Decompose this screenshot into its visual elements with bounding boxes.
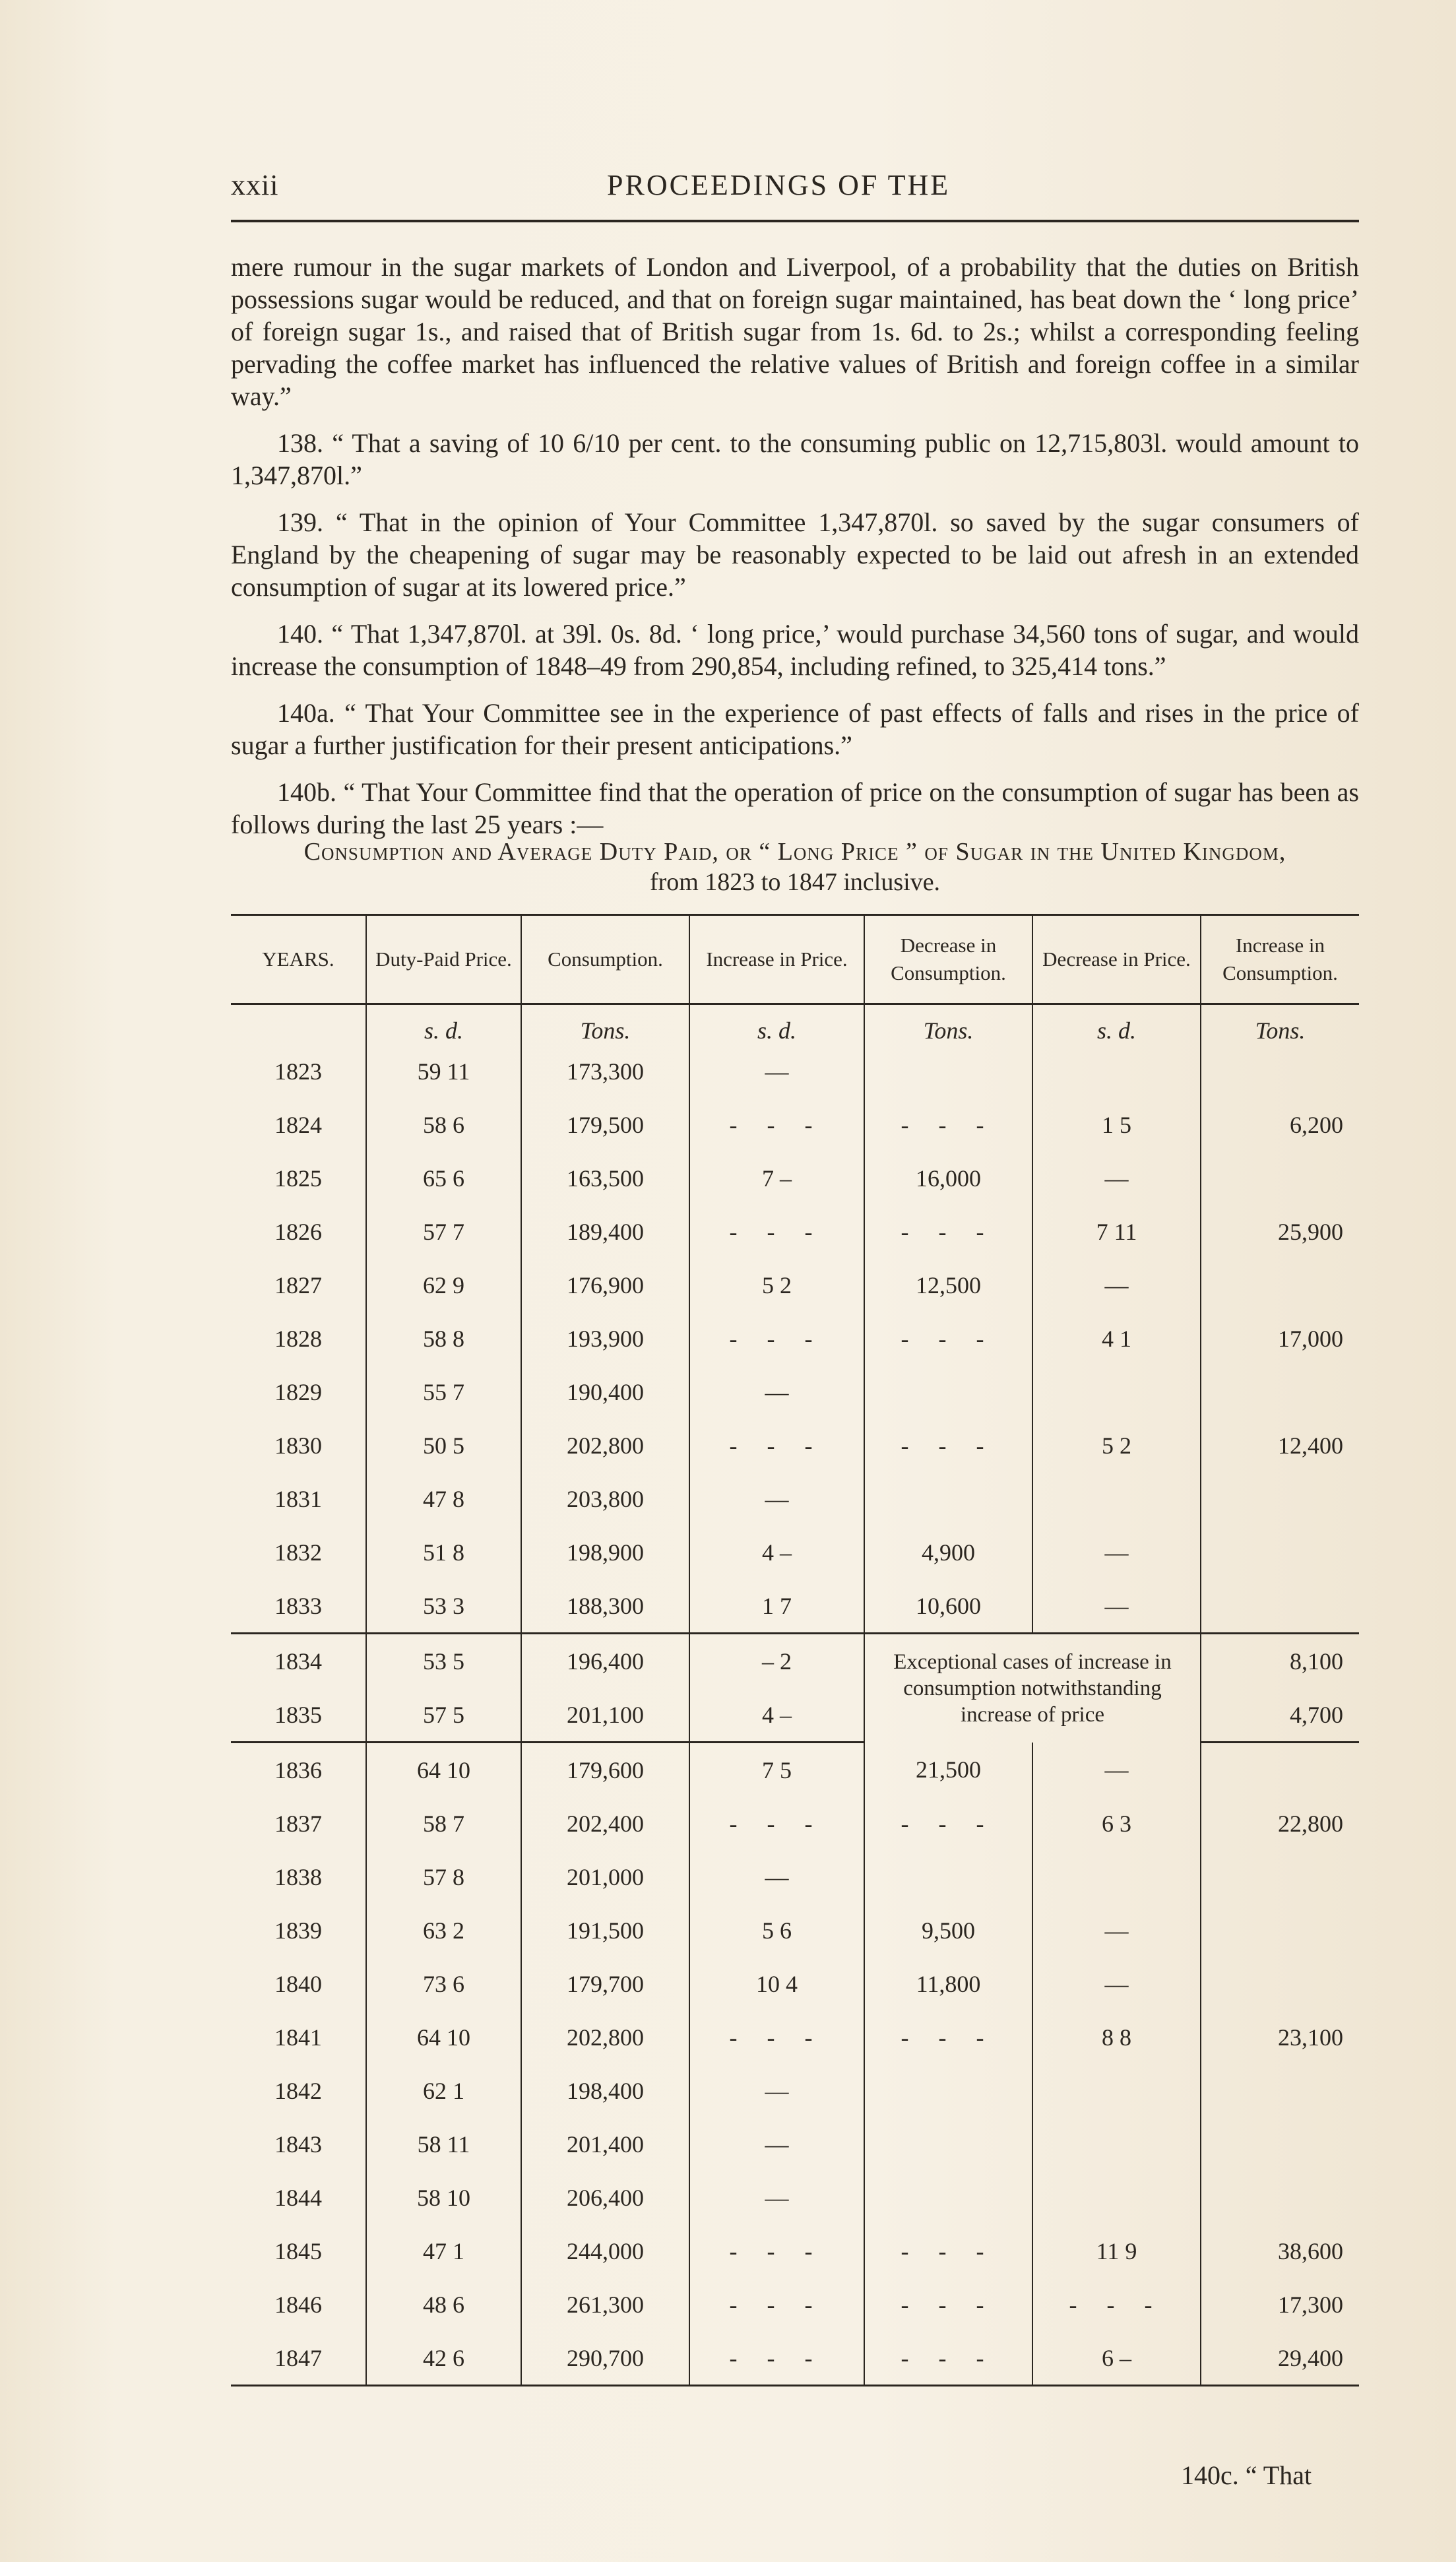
decrease-consumption-cell: 21,500	[864, 1743, 1032, 1797]
consumption-cell: 202,400	[521, 1797, 689, 1850]
decrease-price-cell: —	[1032, 1258, 1201, 1312]
decrease-price-cell	[1032, 1850, 1201, 1904]
year-cell: 1825	[274, 1165, 322, 1192]
table-row	[231, 2064, 1359, 2117]
decrease-price-cell: 6 3	[1032, 1797, 1201, 1850]
increase-price-cell: - - -	[689, 2224, 864, 2278]
decrease-price-cell: - - -	[1032, 2278, 1201, 2331]
table-row	[231, 1579, 1359, 1634]
year-cell: 1826	[274, 1218, 322, 1245]
duty-price-cell: 55 7	[366, 1365, 521, 1419]
decrease-price-cell: —	[1032, 1957, 1201, 2010]
increase-consumption-cell: 25,900	[1201, 1205, 1359, 1258]
consumption-cell: 198,400	[521, 2064, 689, 2117]
consumption-cell: 173,300	[521, 1044, 689, 1098]
increase-price-cell: —	[689, 1044, 864, 1098]
consumption-cell: 191,500	[521, 1904, 689, 1957]
decrease-consumption-cell: - - -	[864, 2278, 1032, 2331]
consumption-cell: 179,700	[521, 1957, 689, 2010]
duty-price-cell: 57 5	[366, 1688, 521, 1743]
table-row	[231, 1151, 1359, 1205]
duty-price-cell: 64 10	[366, 1743, 521, 1797]
table-row	[231, 1205, 1359, 1258]
catchword: 140c. “ That	[1181, 2460, 1312, 2490]
year-cell: 1823	[274, 1058, 322, 1085]
folio-number: xxii	[231, 169, 279, 201]
unit-cell: Tons.	[864, 1004, 1032, 1045]
table-row	[231, 1957, 1359, 2010]
year-cell: 1839	[274, 1917, 322, 1944]
duty-price-cell: 51 8	[366, 1525, 521, 1579]
consumption-cell: 189,400	[521, 1205, 689, 1258]
table-row	[231, 1850, 1359, 1904]
consumption-cell: 198,900	[521, 1525, 689, 1579]
duty-price-cell: 62 9	[366, 1258, 521, 1312]
increase-price-cell: —	[689, 2117, 864, 2171]
decrease-consumption-cell	[864, 2117, 1032, 2171]
decrease-price-cell: 7 11	[1032, 1205, 1201, 1258]
consumption-cell: 202,800	[521, 1419, 689, 1472]
increase-consumption-cell: 22,800	[1201, 1797, 1359, 1850]
year-cell: 1833	[231, 1579, 366, 1634]
header-consumption: Consumption.	[521, 915, 689, 1004]
year-cell: 1830	[274, 1432, 322, 1459]
table-row	[231, 2331, 1359, 2386]
decrease-price-cell: —	[1032, 1743, 1201, 1797]
table-row	[231, 2010, 1359, 2064]
increase-price-cell: - - -	[689, 2278, 864, 2331]
header-duty-paid-price: Duty-Paid Price.	[366, 915, 521, 1004]
consumption-cell: 261,300	[521, 2278, 689, 2331]
increase-consumption-cell	[1201, 2171, 1359, 2224]
decrease-consumption-cell: 9,500	[864, 1904, 1032, 1957]
decrease-consumption-cell: - - -	[864, 1205, 1032, 1258]
decrease-price-cell: —	[1032, 1579, 1201, 1634]
consumption-cell: 201,400	[521, 2117, 689, 2171]
duty-price-cell: 63 2	[366, 1904, 521, 1957]
year-cell: 1831	[274, 1485, 322, 1512]
sugar-table	[231, 914, 1359, 2386]
increase-consumption-cell	[1201, 1365, 1359, 1419]
decrease-price-cell: 1 5	[1032, 1098, 1201, 1151]
table-caption-line-2: from 1823 to 1847 inclusive.	[649, 868, 941, 896]
year-cell: 1829	[274, 1378, 322, 1405]
decrease-consumption-cell: - - -	[864, 1797, 1032, 1850]
decrease-price-cell: 4 1	[1032, 1312, 1201, 1365]
duty-price-cell: 57 8	[366, 1850, 521, 1904]
duty-price-cell: 58 11	[366, 2117, 521, 2171]
consumption-cell: 179,600	[521, 1743, 689, 1797]
unit-cell: s. d.	[689, 1004, 864, 1045]
year-cell: 1838	[274, 1863, 322, 1890]
increase-consumption-cell: 12,400	[1201, 1419, 1359, 1472]
increase-consumption-cell	[1201, 2064, 1359, 2117]
table-row	[231, 1472, 1359, 1525]
running-head: PROCEEDINGS OF THE	[607, 169, 951, 201]
decrease-consumption-cell: - - -	[864, 1098, 1032, 1151]
duty-price-cell: 53 3	[366, 1579, 521, 1634]
increase-price-cell: - - -	[689, 1312, 864, 1365]
table-row	[231, 2278, 1359, 2331]
decrease-consumption-cell: - - -	[864, 2331, 1032, 2386]
increase-price-cell: —	[689, 2064, 864, 2117]
units-row	[231, 1004, 1359, 1045]
decrease-price-cell: 6 –	[1032, 2331, 1201, 2386]
table-row	[231, 1098, 1359, 1151]
decrease-consumption-cell: 10,600	[864, 1579, 1032, 1634]
decrease-consumption-cell: - - -	[864, 2224, 1032, 2278]
paragraph-140b: 140b. “ That Your Committee find that the operation of price on the consumption of sugar has been as follows during the last 25 years :—	[231, 777, 1359, 839]
consumption-cell: 190,400	[521, 1365, 689, 1419]
duty-price-cell: 64 10	[366, 2010, 521, 2064]
increase-consumption-cell: 4,700	[1201, 1688, 1359, 1743]
year-cell: 1842	[274, 2077, 322, 2104]
header-decrease-in-price: Decrease in Price.	[1032, 915, 1201, 1004]
increase-consumption-cell: 17,000	[1201, 1312, 1359, 1365]
increase-price-cell: - - -	[689, 1797, 864, 1850]
table-row	[231, 2224, 1359, 2278]
table-row	[231, 1312, 1359, 1365]
consumption-cell: 244,000	[521, 2224, 689, 2278]
paragraph-139: 139. “ That in the opinion of Your Committee 1,347,870l. so saved by the sugar consumers of England by the cheapening of sugar may be reasonably expected to be laid out afresh in an extended consumption of sugar at its lowered price.”	[231, 507, 1359, 602]
unit-cell: s. d.	[366, 1004, 521, 1045]
increase-consumption-cell	[1201, 1850, 1359, 1904]
year-cell: 1836	[274, 1756, 322, 1783]
year-cell: 1828	[274, 1325, 322, 1352]
table-row	[231, 1419, 1359, 1472]
duty-price-cell: 58 7	[366, 1797, 521, 1850]
year-cell: 1834	[274, 1648, 322, 1675]
decrease-consumption-cell	[864, 2171, 1032, 2224]
consumption-cell: 203,800	[521, 1472, 689, 1525]
decrease-consumption-cell	[864, 1044, 1032, 1098]
paragraph-138: 138. “ That a saving of 10 6/10 per cent. to the consuming public on 12,715,803l. would amount to 1,347,870l.”	[231, 428, 1359, 490]
header-decrease-in-consumption: Decrease in Consumption.	[864, 915, 1032, 1004]
table-row	[231, 1797, 1359, 1850]
header-increase-in-consumption: Increase in Consumption.	[1201, 915, 1359, 1004]
decrease-consumption-cell: 4,900	[864, 1525, 1032, 1579]
increase-consumption-cell	[1201, 1258, 1359, 1312]
year-cell: 1835	[231, 1688, 366, 1743]
duty-price-cell: 58 10	[366, 2171, 521, 2224]
duty-price-cell: 42 6	[366, 2331, 521, 2386]
decrease-price-cell: —	[1032, 1904, 1201, 1957]
paragraph-140: 140. “ That 1,347,870l. at 39l. 0s. 8d. ‘ long price,’ would purchase 34,560 tons of sugar, and would increase the consumption of 1848–49 from 290,854, including refined, to 325,414 tons.”	[231, 619, 1359, 681]
decrease-consumption-cell: 11,800	[864, 1957, 1032, 2010]
increase-consumption-cell	[1201, 1472, 1359, 1525]
consumption-cell: 201,000	[521, 1850, 689, 1904]
decrease-consumption-cell	[864, 2064, 1032, 2117]
consumption-cell: 202,800	[521, 2010, 689, 2064]
decrease-price-cell	[1032, 1472, 1201, 1525]
duty-price-cell: 73 6	[366, 1957, 521, 2010]
table-row	[231, 1743, 1359, 1797]
decrease-price-cell	[1032, 2171, 1201, 2224]
year-cell: 1841	[274, 2024, 322, 2051]
page-header	[231, 168, 1359, 208]
increase-price-cell: 4 –	[689, 1525, 864, 1579]
increase-price-cell: 10 4	[689, 1957, 864, 2010]
decrease-consumption-cell: - - -	[864, 1312, 1032, 1365]
table-row	[231, 1904, 1359, 1957]
table-row	[231, 1044, 1359, 1098]
unit-cell	[231, 1004, 366, 1045]
table-row	[231, 1365, 1359, 1419]
decrease-consumption-cell: - - -	[864, 2010, 1032, 2064]
increase-price-cell: – 2	[689, 1634, 864, 1688]
consumption-cell: 188,300	[521, 1579, 689, 1634]
table-row	[231, 2171, 1359, 2224]
exceptional-cases-note: Exceptional cases of increase in consumption notwithstanding increase of price	[864, 1634, 1201, 1743]
table-caption-line-1: Consumption and Average Duty Paid, or “ Long Price ” of Sugar in the United Kingdom,	[303, 838, 1286, 866]
increase-price-cell: - - -	[689, 1098, 864, 1151]
decrease-consumption-cell: 12,500	[864, 1258, 1032, 1312]
decrease-price-cell: 5 2	[1032, 1419, 1201, 1472]
table-row	[231, 1525, 1359, 1579]
consumption-cell: 176,900	[521, 1258, 689, 1312]
decrease-consumption-cell	[864, 1850, 1032, 1904]
increase-price-cell: 1 7	[689, 1579, 864, 1634]
year-cell: 1827	[274, 1271, 322, 1298]
year-cell: 1843	[274, 2130, 322, 2158]
decrease-price-cell	[1032, 2117, 1201, 2171]
table-row	[231, 1634, 1359, 1688]
consumption-cell: 201,100	[521, 1688, 689, 1743]
body-text	[231, 251, 1359, 855]
increase-price-cell: —	[689, 1365, 864, 1419]
increase-consumption-cell	[1201, 1743, 1359, 1797]
duty-price-cell: 58 6	[366, 1098, 521, 1151]
year-cell: 1840	[274, 1970, 322, 1997]
increase-consumption-cell: 23,100	[1201, 2010, 1359, 2064]
year-cell: 1847	[231, 2331, 366, 2386]
increase-price-cell: 7 5	[689, 1743, 864, 1797]
increase-consumption-cell	[1201, 1151, 1359, 1205]
increase-consumption-cell: 8,100	[1201, 1634, 1359, 1688]
increase-consumption-cell: 17,300	[1201, 2278, 1359, 2331]
consumption-cell: 179,500	[521, 1098, 689, 1151]
unit-cell: Tons.	[1201, 1004, 1359, 1045]
duty-price-cell: 59 11	[366, 1044, 521, 1098]
header-rule	[231, 220, 1359, 222]
decrease-price-cell	[1032, 1044, 1201, 1098]
duty-price-cell: 50 5	[366, 1419, 521, 1472]
table-row	[231, 1258, 1359, 1312]
consumption-cell: 206,400	[521, 2171, 689, 2224]
decrease-price-cell: —	[1032, 1525, 1201, 1579]
year-cell: 1837	[274, 1810, 322, 1837]
header-increase-in-price: Increase in Price.	[689, 915, 864, 1004]
increase-price-cell: 7 –	[689, 1151, 864, 1205]
decrease-price-cell	[1032, 2064, 1201, 2117]
increase-price-cell: - - -	[689, 2331, 864, 2386]
increase-consumption-cell	[1201, 1525, 1359, 1579]
year-cell: 1846	[274, 2291, 322, 2318]
duty-price-cell: 47 1	[366, 2224, 521, 2278]
increase-price-cell: - - -	[689, 2010, 864, 2064]
decrease-price-cell: —	[1032, 1151, 1201, 1205]
table-row	[231, 2117, 1359, 2171]
decrease-price-cell: 11 9	[1032, 2224, 1201, 2278]
year-cell: 1845	[274, 2237, 322, 2264]
year-cell: 1824	[274, 1111, 322, 1138]
year-cell: 1832	[274, 1539, 322, 1566]
decrease-price-cell: 8 8	[1032, 2010, 1201, 2064]
increase-price-cell: —	[689, 2171, 864, 2224]
consumption-cell: 196,400	[521, 1634, 689, 1688]
table-body	[231, 1004, 1359, 2386]
duty-price-cell: 58 8	[366, 1312, 521, 1365]
decrease-consumption-cell	[864, 1472, 1032, 1525]
unit-cell: s. d.	[1032, 1004, 1201, 1045]
header-row	[231, 915, 1359, 1004]
increase-consumption-cell: 29,400	[1201, 2331, 1359, 2386]
duty-price-cell: 62 1	[366, 2064, 521, 2117]
increase-price-cell: - - -	[689, 1419, 864, 1472]
unit-cell: Tons.	[521, 1004, 689, 1045]
paragraph-continuation: mere rumour in the sugar markets of London and Liverpool, of a probability that the duties on British possessions sugar would be reduced, and that on foreign sugar maintained, has beat down the ‘ long price’ of foreign sugar 1s., and raised that of British sugar from 1s. 6d. to 2s.; whilst a corresponding feeling pervading the coffee market has influenced the relative values of British and foreign coffee in a similar way.”	[231, 252, 1359, 411]
increase-price-cell: —	[689, 1850, 864, 1904]
increase-price-cell: 5 6	[689, 1904, 864, 1957]
increase-consumption-cell: 38,600	[1201, 2224, 1359, 2278]
table-caption	[231, 837, 1359, 897]
decrease-consumption-cell: 16,000	[864, 1151, 1032, 1205]
increase-consumption-cell	[1201, 1579, 1359, 1634]
consumption-cell: 193,900	[521, 1312, 689, 1365]
duty-price-cell: 65 6	[366, 1151, 521, 1205]
increase-consumption-cell	[1201, 2117, 1359, 2171]
increase-price-cell: —	[689, 1472, 864, 1525]
consumption-cell: 163,500	[521, 1151, 689, 1205]
decrease-consumption-cell	[864, 1365, 1032, 1419]
increase-price-cell: - - -	[689, 1205, 864, 1258]
increase-price-cell: 5 2	[689, 1258, 864, 1312]
consumption-cell: 290,700	[521, 2331, 689, 2386]
increase-price-cell: 4 –	[689, 1688, 864, 1743]
decrease-consumption-cell: - - -	[864, 1419, 1032, 1472]
header-years: YEARS.	[231, 915, 366, 1004]
increase-consumption-cell	[1201, 1904, 1359, 1957]
table-head	[231, 915, 1359, 1004]
increase-consumption-cell: 6,200	[1201, 1098, 1359, 1151]
decrease-price-cell	[1032, 1365, 1201, 1419]
duty-price-cell: 57 7	[366, 1205, 521, 1258]
duty-price-cell: 53 5	[366, 1634, 521, 1688]
duty-price-cell: 47 8	[366, 1472, 521, 1525]
duty-price-cell: 48 6	[366, 2278, 521, 2331]
year-cell: 1844	[274, 2184, 322, 2211]
increase-consumption-cell	[1201, 1044, 1359, 1098]
paragraph-140a: 140a. “ That Your Committee see in the experience of past effects of falls and rises in the price of sugar a further justification for their present anticipations.”	[231, 698, 1359, 760]
increase-consumption-cell	[1201, 1957, 1359, 2010]
